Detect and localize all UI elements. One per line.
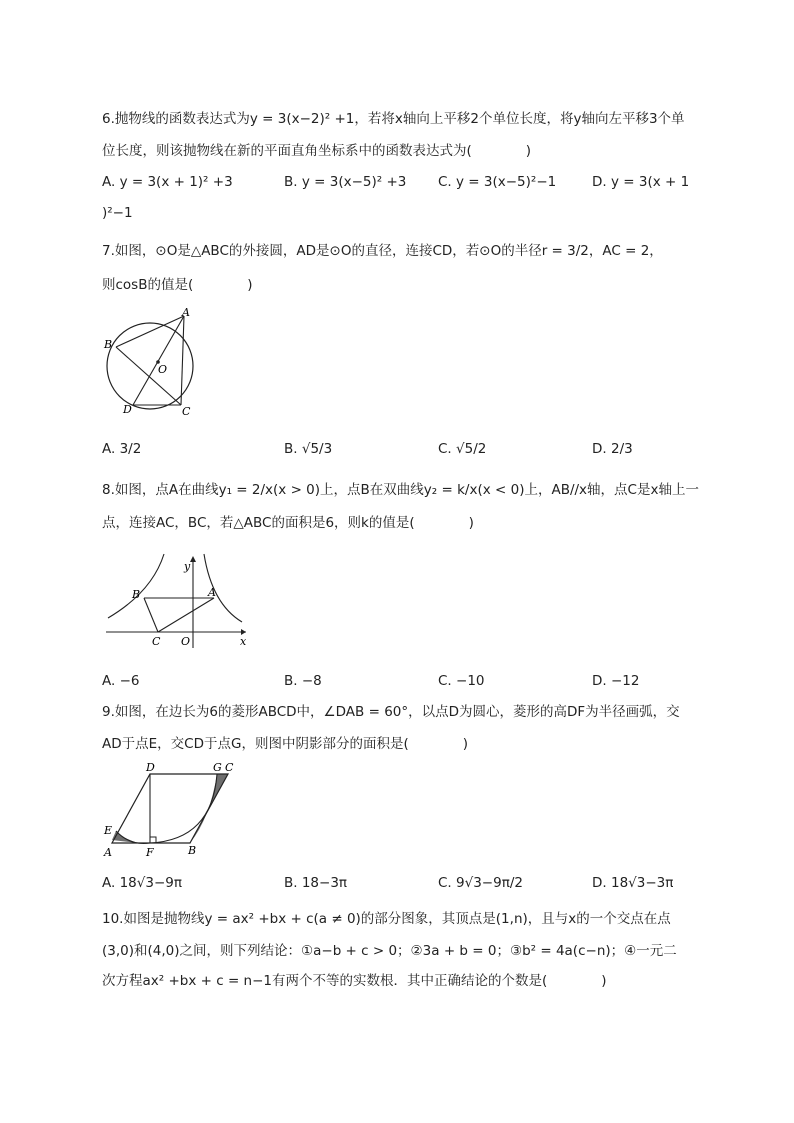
q8-option-a: A. −6	[102, 673, 140, 689]
label-a: A	[182, 306, 190, 319]
q6-option-c: C. y = 3(x−5)²−1	[438, 174, 557, 190]
label-e: E	[104, 824, 113, 837]
circle-o	[107, 323, 193, 409]
label-y: y	[184, 560, 191, 573]
q8-hyperbola-figure	[100, 552, 252, 654]
q7-option-c: C. √5/2	[438, 441, 487, 457]
q9-option-a: A. 18√3−9π	[102, 875, 182, 891]
q9-option-c: C. 9√3−9π/2	[438, 875, 523, 891]
segment-ac	[181, 316, 184, 405]
label-d: D	[146, 761, 155, 774]
q7-stem-line1: 7.如图，⊙O是△ABC的外接圆，AD是⊙O的直径，连接CD，若⊙O的半径r = 3/2，AC = 2，	[102, 243, 663, 259]
q6-option-d-continued: )²−1	[102, 205, 133, 221]
q6-option-b: B. y = 3(x−5)² +3	[284, 174, 407, 190]
q8-stem-line2: 点，连接AC，BC，若△ABC的面积是6，则k的值是( )	[102, 515, 474, 531]
label-x: x	[240, 635, 247, 648]
q10-stem-line3: 次方程ax² +bx + c = n−1有两个不等的实数根．其中正确结论的个数是( )	[102, 973, 607, 989]
q6-option-a: A. y = 3(x + 1)² +3	[102, 174, 233, 190]
label-o: O	[158, 363, 168, 376]
label-b: B	[188, 844, 197, 857]
segment-ab	[116, 316, 184, 347]
segment-bc	[144, 598, 158, 632]
label-c: C	[152, 635, 161, 648]
curve-y2	[108, 554, 164, 618]
q9-stem-line1: 9.如图，在边长为6的菱形ABCD中，∠DAB = 60°，以点D为圆心，菱形的高DF为半径画弧，交	[102, 704, 680, 720]
q10-stem-line2: (3,0)和(4,0)之间，则下列结论：①a−b + c > 0；②3a + b = 0；③b² = 4a(c−n)；④一元二	[102, 943, 677, 959]
q7-option-a: A. 3/2	[102, 441, 142, 457]
q6-option-d: D. y = 3(x + 1	[592, 174, 690, 190]
q7-option-b: B. √5/3	[284, 441, 333, 457]
q9-stem-line2: AD于点E，交CD于点G，则图中阴影部分的面积是( )	[102, 736, 468, 752]
segment-bc	[116, 347, 181, 405]
q8-option-d: D. −12	[592, 673, 640, 689]
label-g: G	[213, 761, 222, 774]
q9-option-b: B. 18−3π	[284, 875, 348, 891]
y-axis-arrow	[190, 556, 196, 562]
label-c: C	[182, 405, 191, 418]
q7-stem-line2: 则cosB的值是( )	[102, 277, 253, 293]
label-f: F	[146, 846, 154, 859]
q8-option-c: C. −10	[438, 673, 485, 689]
q8-stem-line1: 8.如图，点A在曲线y₁ = 2/x(x > 0)上，点B在双曲线y₂ = k/x(x < 0)上，AB//x轴，点C是x轴上一	[102, 482, 699, 498]
q6-stem-line1: 6.抛物线的函数表达式为y = 3(x−2)² +1，若将x轴向上平移2个单位长度，将y轴向左平移3个单	[102, 111, 685, 127]
label-b: B	[104, 338, 113, 351]
q9-option-d: D. 18√3−3π	[592, 875, 674, 891]
q7-circle-figure	[98, 304, 208, 420]
q10-stem-line1: 10.如图是抛物线y = ax² +bx + c(a ≠ 0)的部分图象，其顶点是(1,n)，且与x的一个交点在点	[102, 911, 671, 927]
q7-option-d: D. 2/3	[592, 441, 633, 457]
label-o: O	[181, 635, 191, 648]
q8-option-b: B. −8	[284, 673, 322, 689]
label-a: A	[208, 586, 216, 599]
q6-stem-line2: 位长度，则该抛物线在新的平面直角坐标系中的函数表达式为( )	[102, 143, 532, 159]
rhombus-abcd	[112, 774, 228, 843]
segment-ac	[158, 598, 214, 632]
label-d: D	[123, 403, 132, 416]
label-a: A	[104, 846, 112, 859]
label-b: B	[132, 588, 141, 601]
q9-rhombus-figure	[100, 758, 245, 860]
label-c: C	[225, 761, 234, 774]
